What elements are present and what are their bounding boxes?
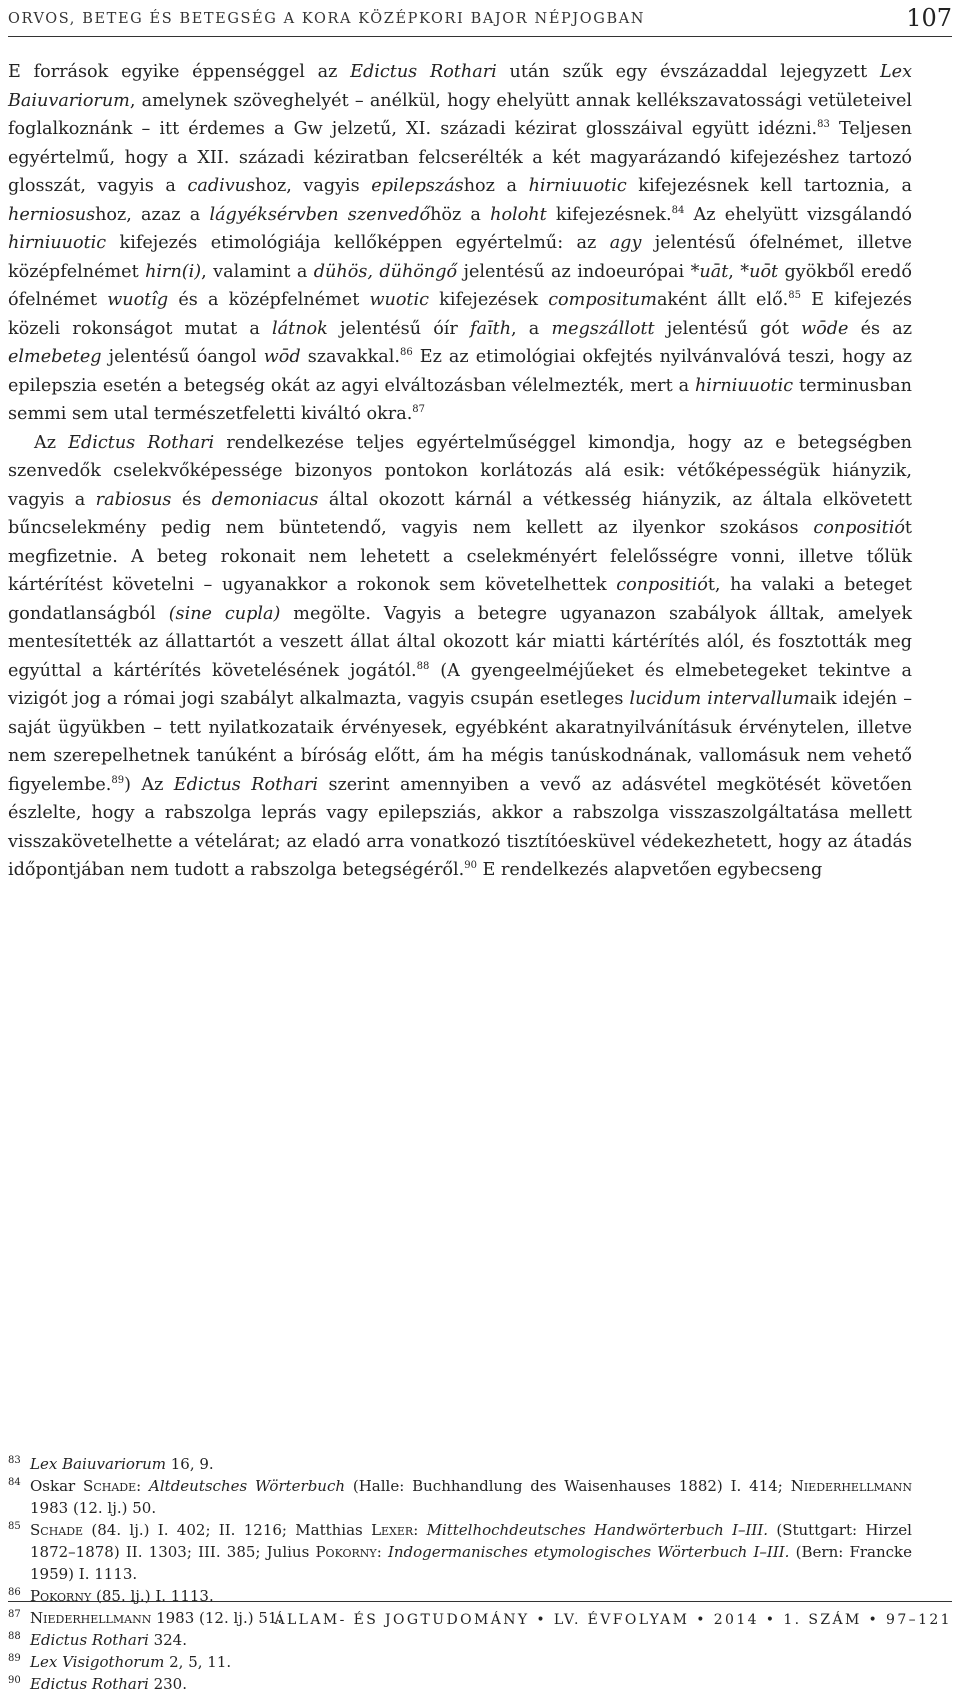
footnote-number: 83	[8, 1455, 21, 1466]
footnote-number: 88	[8, 1631, 21, 1642]
main-text	[8, 58, 912, 885]
footnote	[8, 1629, 912, 1651]
footnote-ref[interactable]: 86	[399, 347, 413, 358]
footnote-text: Lex Baiuvariorum 16, 9.	[30, 1455, 214, 1473]
footnote-ref[interactable]: 89	[111, 774, 125, 786]
footnote	[8, 1453, 912, 1475]
footnotes	[8, 1453, 912, 1695]
journal-footer: ÁLLAM- ÉS JOGTUDOMÁNY • LV. ÉVFOLYAM • 2014 • 1. SZÁM • 97–121	[274, 1612, 952, 1628]
running-head	[8, 4, 952, 37]
page-number: 107	[906, 4, 952, 32]
footnote-text: Lex Visigothorum 2, 5, 11.	[30, 1653, 232, 1671]
footnote	[8, 1673, 912, 1695]
footnote-ref[interactable]: 87	[412, 404, 426, 415]
running-title: ORVOS, BETEG ÉS BETEGSÉG A KORA KÖZÉPKORI BAJOR NÉPJOGBAN	[8, 11, 646, 27]
footnote-text: Schade (84. lj.) I. 402; II. 1216; Matthias Lexer: Mittelhochdeutsches Handwörterbuch I–III. (Stuttgart: Hirzel 1872–1878) II. 1303; III. 385; Julius Pokorny: Indogermanisches etymologisches Wörterbuch I–III. (Bern: Francke 1959) I. 1113.	[30, 1521, 913, 1583]
paragraph: E források egyike éppenséggel az Edictus Rothari után szűk egy évszázaddal lejegyzett Lex Baiuvariorum, amelynek szöveghelyét – anélkül, hogy ehelyütt annak kellékszavatossági vetületeivel foglalkoznánk – itt érdemes a Gw jelzetű, XI. századi kézirat glosszáival együtt idézni.$^{83}$ Teljesen egyértelmű, hogy a XII. századi kéziratban felcserélték a két magyarázandó kifejezéshez tartozó glosszát, vagyis a cadivushoz, vagyis epilepszáshoz a hirniuuotic kifejezésnek kell tartoznia, a herniosushoz, azaz a lágyéksérvben szenvedőhöz a holoht kifejezésnek.$^{84}$ Az ehelyütt vizsgálandó hirniuuotic kifejezés etimológiája kellőképpen egyértelmű: az agy jelentésű ófelnémet, illetve középfelnémet hirn(i), valamint a dühös, dühöngő jelentésű az indoeurópai *uāt, *uōt gyökből eredő ófelnémet wuotîg és a középfelnémet wuotic kifejezések compositumaként állt elő.$^{85}$ E kifejezés közeli rokonságot mutat a látnok jelentésű óír faīth, a megszállott jelentésű gót wōde és az elmebeteg jelentésű óangol wōd szavakkal.$^{86}$ Ez az etimológiai okfejtés nyilvánvalóvá teszi, hogy az epilepszia esetén a betegség okát az agyi elváltozásban vélelmezték, mert a hirniuuotic terminusban semmi sem utal természetfeletti kiváltó okra.$^{87}$	[8, 62, 913, 424]
footnote-ref[interactable]: 88	[416, 660, 430, 672]
footnote	[8, 1519, 912, 1585]
footnote-number: 90	[8, 1675, 21, 1686]
footnote-number: 85	[8, 1521, 21, 1532]
footnote-ref[interactable]: 83	[817, 119, 830, 130]
footnote	[8, 1585, 912, 1607]
footnote-text: Oskar Schade: Altdeutsches Wörterbuch (Halle: Buchhandlung des Waisenhauses 1882) I. 414; Niederhellmann 1983 (12. lj.) 50.	[30, 1477, 913, 1517]
footer-rule	[8, 1601, 952, 1602]
footnote-number: 89	[8, 1653, 21, 1664]
footnote-number: 87	[8, 1609, 21, 1620]
footnote	[8, 1475, 912, 1519]
paragraph: Az Edictus Rothari rendelkezése teljes egyértelműséggel kimondja, hogy az e betegségben szenvedők cselekvőképessége bizonyos pontokon korlátozás alá esik: vétőképességük hiányzik, vagyis a rabiosus és demoniacus által okozott kárnál a vétkesség hiányzik, az általa elkövetett bűncselekmény pedig nem büntetendő, vagyis nem kellett az ilyenkor szokásos conpositiót megfizetnie. A beteg rokonait nem lehetett a cselekményért felelősségre vonni, illetve tőlük kártérítést követelni – ugyanakkor a rokonok sem követelhettek conpositiót, ha valaki a beteget gondatlanságból (sine cupla) megölte. Vagyis a betegre ugyanazon szabályok álltak, amelyek mentesítették az állattartót a veszett állat által okozott kár miatti kártérítés alól, és fosztották meg egyúttal a kártérítés követelésének jogától.$^{88}$ (A gyengeelméjűeket és elmebetegeket tekintve a vizigót jog a római jogi szabályt alkalmazta, vagyis csupán esetleges lucidum intervallumaik idején – saját ügyükben – tett nyilatkozataik érvényesek, egyébként akaratnyilvánításuk érvénytelen, illetve nem szerepelhetnek tanúként a bíróság előtt, ám ha mégis tanúskodnának, vallomásuk nem vehető figyelembe.$^{89}$) Az Edictus Rothari szerint amennyiben a vevő az adásvétel megkötését követően észlelte, hogy a rabszolga leprás vagy epilepsziás, akkor a rabszolga visszaszolgáltatása mellett visszakövetelhette a vételárat; az eladó arra vonatkozó tisztítóesküvel védekezhetett, hogy az átadás időpontjában nem tudott a rabszolga betegségéről.$^{90}$ E rendelkezés alapvetően egybecseng	[8, 432, 913, 880]
footnote-number: 84	[8, 1477, 21, 1488]
footnote-text: Edictus Rothari 324.	[30, 1631, 187, 1649]
footnote-number: 86	[8, 1587, 21, 1598]
footnote-ref[interactable]: 84	[671, 204, 685, 216]
footnote-text: Pokorny (85. lj.) I. 1113.	[30, 1587, 214, 1605]
footnote-ref[interactable]: 85	[788, 290, 802, 301]
footnote-text: Niederhellmann 1983 (12. lj.) 51.	[30, 1609, 283, 1627]
footnote-ref[interactable]: 90	[464, 860, 477, 871]
footnote	[8, 1651, 912, 1673]
footnote-text: Edictus Rothari 230.	[30, 1675, 187, 1693]
